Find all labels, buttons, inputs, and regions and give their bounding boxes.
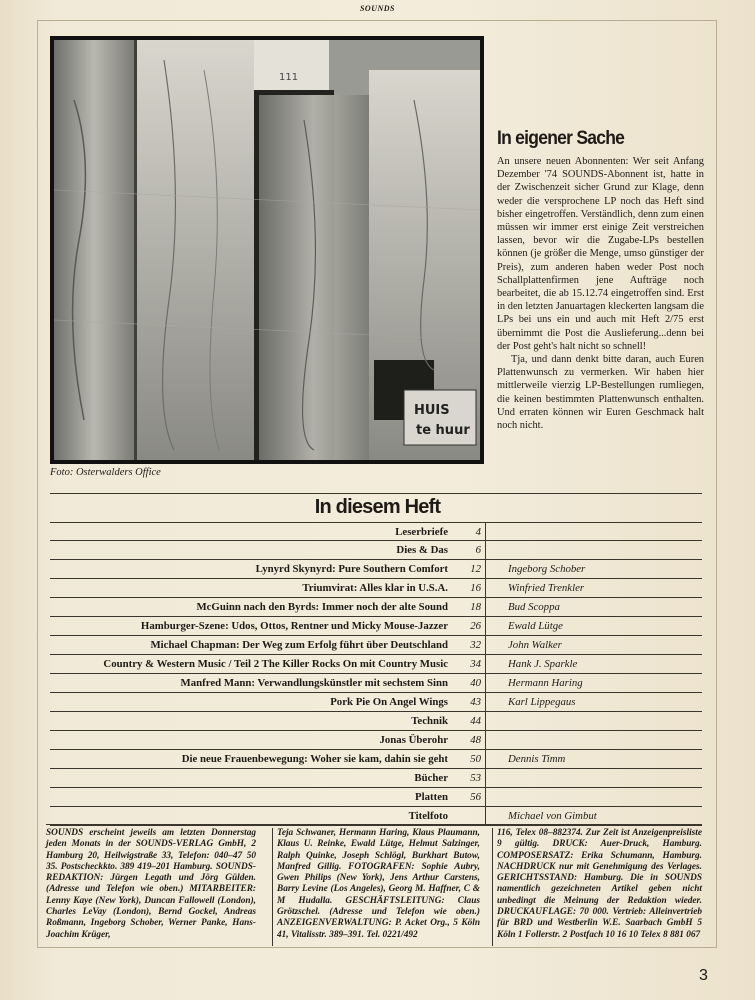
toc-entry-title: Platten [415, 791, 448, 803]
photo-tag: 111 [279, 72, 299, 83]
toc-row [50, 674, 702, 693]
toc-entry-title: Die neue Frauenbewegung: Woher sie kam, dahin sie geht [181, 753, 448, 765]
toc-row [50, 731, 702, 750]
toc-row [50, 541, 702, 560]
toc-entry-page: 6 [448, 541, 486, 559]
toc-entry-author: Bud Scoppa [508, 601, 560, 613]
toc-row [50, 617, 702, 636]
toc-entry-page: 4 [448, 523, 486, 540]
toc-entry-author: Karl Lippegaus [508, 696, 576, 708]
sidebar-heading: In eigener Sache [497, 128, 625, 149]
toc-entry-author: Ingeborg Schober [508, 563, 586, 575]
toc-entry-page: 16 [448, 579, 486, 597]
toc-entry-title: Lynyrd Skynyrd: Pure Southern Comfort [255, 563, 448, 575]
toc-entry-page: 53 [448, 769, 486, 787]
toc-entry-page: 50 [448, 750, 486, 768]
toc-entry-title: Technik [411, 715, 448, 727]
toc-entry-author: John Walker [508, 639, 562, 651]
toc-entry-title: McGuinn nach den Byrds: Immer noch der alte Sound [196, 601, 448, 613]
toc-entry-page: 40 [448, 674, 486, 692]
toc-row [50, 579, 702, 598]
toc-entry-title: Michael Chapman: Der Weg zum Erfolg führt über Deutschland [150, 639, 448, 651]
toc-entry-page: 48 [448, 731, 486, 749]
toc-entry-title: Pork Pie On Angel Wings [330, 696, 448, 708]
toc-entry-title: Triumvirat: Alles klar in U.S.A. [302, 582, 448, 594]
toc-row [50, 769, 702, 788]
toc-entry-page: 43 [448, 693, 486, 711]
toc-row [50, 788, 702, 807]
running-head: SOUNDS [359, 4, 395, 13]
toc-entry-page [448, 807, 486, 825]
sign-line2: te huur [416, 423, 470, 438]
article-paragraph: An unsere neuen Abonnenten: Wer seit Anfang Dezember '74 SOUNDS-Abonnent ist, hatte in der Zwischenzeit sicher Grund zur Klage, denn weder die versprochene LP noch das Heft sind bisher eingetroffen. Verständlich, denn zum einen müssen wir immer erst einige Zeit verstreichen lassen, bevor wir die Zugabe-LPs bestellen können (je größer die Menge, umso günstiger der Preis), zum anderen haben weder Post noch Schallplattenfirmen jene Aufträge noch bearbeitet, die ab 15.12.74 eingetroffen sind. Erst in den letzten Januartagen kleckerten langsam die LPs bei uns ein und auch mit Heft 2/75 erst übernimmt die Post die Auslieferung...denn bei der Post geht's halt nicht so schnell! [497, 156, 704, 352]
photo-graphic [54, 40, 480, 460]
toc-entry-author: Michael von Gimbut [508, 810, 597, 822]
toc-row [50, 712, 702, 731]
toc-entry-author: Hermann Haring [508, 677, 583, 689]
toc-entry-title: Jonas Überohr [379, 734, 448, 746]
toc-divider [50, 493, 702, 494]
imprint-column-2: Teja Schwaner, Hermann Haring, Klaus Plaumann, Klaus U. Reinke, Ewald Lütge, Helmut Salzinger, Ralph Quinke, Joseph Schlögl, Burkhart Butow, Manfred Gillig. FOTOGRAFEN: Sophie Aubry, Gwen Philips (New York), Jens Arthur Carstens, Barry Levine (Los Angeles), Georg M. Haffner, C & M Hudalla. GESCHÄFTSLEITUNG: Claus Grötzschel. (Adresse und Telefon wie oben.) ANZEIGENVERWALTUNG: P. Acket Org., 5 Köln 41, Vitalisstr. 389–391. Tel. 0221/492 [272, 828, 480, 946]
toc-heading: In diesem Heft [314, 496, 441, 518]
imprint-column-1: SOUNDS erscheint jeweils am letzten Donnerstag jeden Monats in der SOUNDS-VERLAG GmbH, 2 Hamburg 20, Heilwigstraße 33, Telefon: 040–47 50 35. Postscheckkto. 389 419–201 Hamburg. SOUNDS-REDAKTION: Jürgen Legath und Jörg Gülden. (Adresse und Telefon wie oben.) MITARBEITER: Lenny Kaye (New York), Duncan Fallowell (London), Charles LeVay (London), Bernd Gockel, Andreas Roßmann, Ingeborg Schober, Werner Panke, Hans-Joachim Krüger, [46, 828, 256, 940]
toc-entry-title: Leserbriefe [395, 525, 448, 538]
toc-row [50, 750, 702, 769]
toc-entry-page: 44 [448, 712, 486, 730]
toc-entry-title: Hamburger-Szene: Udos, Ottos, Rentner und Micky Mouse-Jazzer [140, 620, 448, 632]
toc-entry-author: Dennis Timm [508, 753, 566, 765]
toc-entry-page: 12 [448, 560, 486, 578]
toc-entry-author: Ewald Lütge [508, 620, 563, 632]
table-of-contents [50, 522, 702, 826]
photo-wrapped-walls [50, 36, 484, 464]
toc-entry-author: Hank J. Sparkle [508, 658, 578, 670]
toc-entry-title: Dies & Das [396, 544, 448, 556]
toc-entry-page: 18 [448, 598, 486, 616]
sidebar-article [497, 155, 704, 432]
toc-entry-page: 26 [448, 617, 486, 635]
toc-row [50, 655, 702, 674]
toc-entry-title: Titelfoto [408, 810, 448, 822]
toc-entry-page: 34 [448, 655, 486, 673]
imprint-divider [46, 824, 702, 825]
sign-line1: HUIS [414, 403, 450, 418]
toc-entry-author: Winfried Trenkler [508, 582, 585, 594]
toc-row [50, 598, 702, 617]
page-number: 3 [699, 967, 708, 984]
photo-caption: Foto: Osterwalders Office [50, 467, 161, 478]
toc-entry-title: Manfred Mann: Verwandlungskünstler mit sechstem Sinn [180, 677, 448, 689]
article-paragraph: Tja, und dann denkt bitte daran, auch Euren Plattenwunsch zu vermerken. Wir haben hier mittlerweile vierzig LP-Bestellungen rumliegen, die keinen bestimmten Plattenwunsch enthalten. Und erraten können wir Euren Geschmack halt noch nicht. [497, 354, 704, 432]
toc-entry-title: Bücher [414, 772, 448, 784]
toc-entry-title: Country & Western Music / Teil 2 The Killer Rocks On mit Country Music [103, 658, 448, 670]
toc-row [50, 636, 702, 655]
toc-entry-page: 32 [448, 636, 486, 654]
imprint-column-3: 116, Telex 08–882374. Zur Zeit ist Anzeigenpreisliste 9 gültig. DRUCK: Auer-Druck, Hamburg. COMPOSERSATZ: Erika Schumann, Hamburg. NACHDRUCK nur mit Genehmigung des Verlages. GERICHTSSTAND: Hamburg. Die in SOUNDS namentlich gezeichneten Artikel geben nicht unbedingt die Meinung der Redaktion wieder. DRUCKAUFLAGE: 70 000. Vertrieb: Alleinvertrieb für BRD und Westberlin W.E. Saarbach GmbH 5 Köln 1 Follerstr. 2 Postfach 10 16 10 Telex 8 881 067 [492, 828, 702, 946]
toc-entry-page: 56 [448, 788, 486, 806]
toc-row [50, 522, 702, 541]
toc-row [50, 560, 702, 579]
toc-row [50, 693, 702, 712]
